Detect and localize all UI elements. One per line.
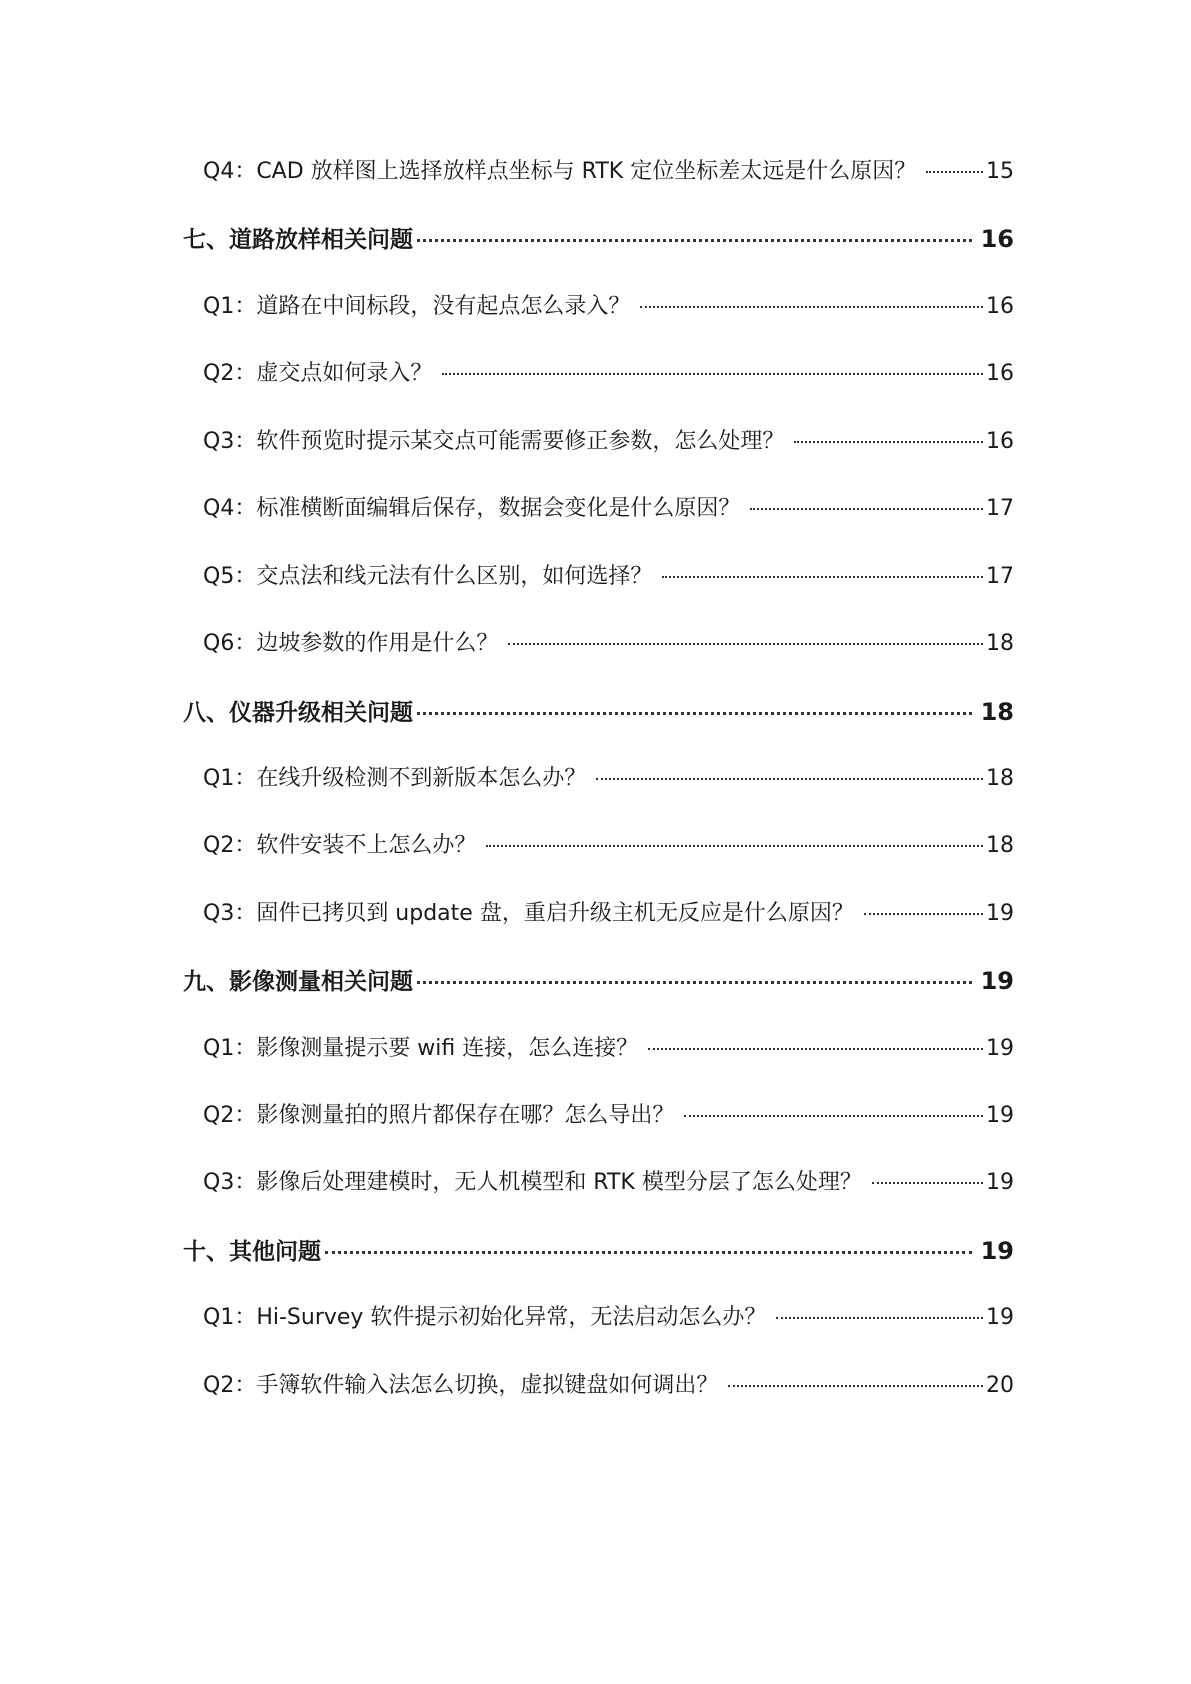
toc-page-number: 18: [980, 698, 1014, 726]
toc-entry-title: Q3：影像后处理建模时，无人机模型和 RTK 模型分层了怎么处理？: [203, 1170, 862, 1195]
toc-page-number: 15: [986, 159, 1014, 184]
toc-entry-title: Q2：软件安装不上怎么办？: [203, 833, 477, 858]
toc-entry[interactable]: [0, 761, 1191, 801]
toc-entry-title: Q5：交点法和线元法有什么区别，如何选择？: [203, 564, 653, 589]
toc-page-number: 19: [980, 1237, 1014, 1265]
dot-leader: [728, 1385, 983, 1387]
toc-page-number: 19: [986, 1305, 1014, 1330]
toc-entry-title: Q3：固件已拷贝到 update 盘，重启升级主机无反应是什么原因？: [203, 901, 854, 926]
toc-section-title: 十、其他问题: [183, 1239, 321, 1265]
toc-entry-title: Q4：CAD 放样图上选择放样点坐标与 RTK 定位坐标差太远是什么原因？: [203, 159, 917, 184]
dot-leader: [872, 1182, 983, 1184]
toc-entry-title: Q4：标准横断面编辑后保存，数据会变化是什么原因？: [203, 496, 741, 521]
toc-entry[interactable]: [0, 1031, 1191, 1071]
toc-entry-title: Q2：手簿软件输入法怎么切换，虚拟键盘如何调出？: [203, 1373, 719, 1398]
dot-leader: [325, 1251, 972, 1254]
toc-entry[interactable]: [0, 896, 1191, 936]
toc-entry[interactable]: [0, 1098, 1191, 1138]
toc-page-number: 16: [986, 361, 1014, 386]
toc-section-title: 八、仪器升级相关问题: [183, 700, 413, 726]
toc-entry-title: Q6：边坡参数的作用是什么？: [203, 631, 499, 656]
toc-page-number: 16: [986, 429, 1014, 454]
toc-page-number: 18: [986, 631, 1014, 656]
dot-leader: [648, 1048, 983, 1050]
toc-page-number: 19: [986, 901, 1014, 926]
dot-leader: [640, 306, 983, 308]
toc-entry-title: Q2：影像测量拍的照片都保存在哪？怎么导出？: [203, 1103, 675, 1128]
toc-page-number: 18: [986, 766, 1014, 791]
toc-section-title: 九、影像测量相关问题: [183, 969, 413, 995]
toc-page-number: 19: [986, 1103, 1014, 1128]
toc-entry[interactable]: [0, 1165, 1191, 1205]
toc-entry-title: Q1：道路在中间标段，没有起点怎么录入？: [203, 294, 631, 319]
toc-page-number: 19: [986, 1036, 1014, 1061]
dot-leader: [684, 1115, 983, 1117]
toc-entry[interactable]: [0, 289, 1191, 329]
dot-leader: [776, 1317, 983, 1319]
toc-page-number: 16: [986, 294, 1014, 319]
toc-section-heading[interactable]: [0, 694, 1191, 734]
toc-entry[interactable]: [0, 828, 1191, 868]
toc-entry[interactable]: [0, 1368, 1191, 1408]
toc-page-number: 17: [986, 496, 1014, 521]
toc-page-number: 18: [986, 833, 1014, 858]
dot-leader: [864, 913, 983, 915]
toc-entry-title: Q2：虚交点如何录入？: [203, 361, 433, 386]
toc-entry[interactable]: [0, 154, 1191, 194]
toc-entry[interactable]: [0, 626, 1191, 666]
dot-leader: [750, 508, 983, 510]
dot-leader: [596, 778, 983, 780]
dot-leader: [417, 239, 972, 242]
toc-entry[interactable]: [0, 491, 1191, 531]
toc-page-number: 19: [986, 1170, 1014, 1195]
dot-leader: [442, 373, 983, 375]
toc-entry[interactable]: [0, 356, 1191, 396]
toc-entry[interactable]: [0, 424, 1191, 464]
dot-leader: [417, 981, 972, 984]
toc-page-number: 17: [986, 564, 1014, 589]
toc-section-heading[interactable]: [0, 221, 1191, 261]
toc-entry-title: Q1：影像测量提示要 wifi 连接，怎么连接？: [203, 1036, 639, 1061]
toc-page-number: 19: [980, 967, 1014, 995]
toc-section-heading[interactable]: [0, 1233, 1191, 1273]
toc-page-number: 20: [986, 1373, 1014, 1398]
dot-leader: [662, 576, 983, 578]
toc-entry[interactable]: [0, 559, 1191, 599]
toc-section-heading[interactable]: [0, 963, 1191, 1003]
toc-section-title: 七、道路放样相关问题: [183, 227, 413, 253]
toc-entry-title: Q1：Hi-Survey 软件提示初始化异常，无法启动怎么办？: [203, 1305, 767, 1330]
toc-entry[interactable]: [0, 1300, 1191, 1340]
dot-leader: [926, 171, 983, 173]
toc-page-number: 16: [980, 225, 1014, 253]
toc-entry-title: Q3：软件预览时提示某交点可能需要修正参数，怎么处理？: [203, 429, 785, 454]
dot-leader: [508, 643, 983, 645]
dot-leader: [486, 845, 983, 847]
toc-entry-title: Q1：在线升级检测不到新版本怎么办？: [203, 766, 587, 791]
dot-leader: [794, 441, 983, 443]
dot-leader: [417, 712, 972, 715]
